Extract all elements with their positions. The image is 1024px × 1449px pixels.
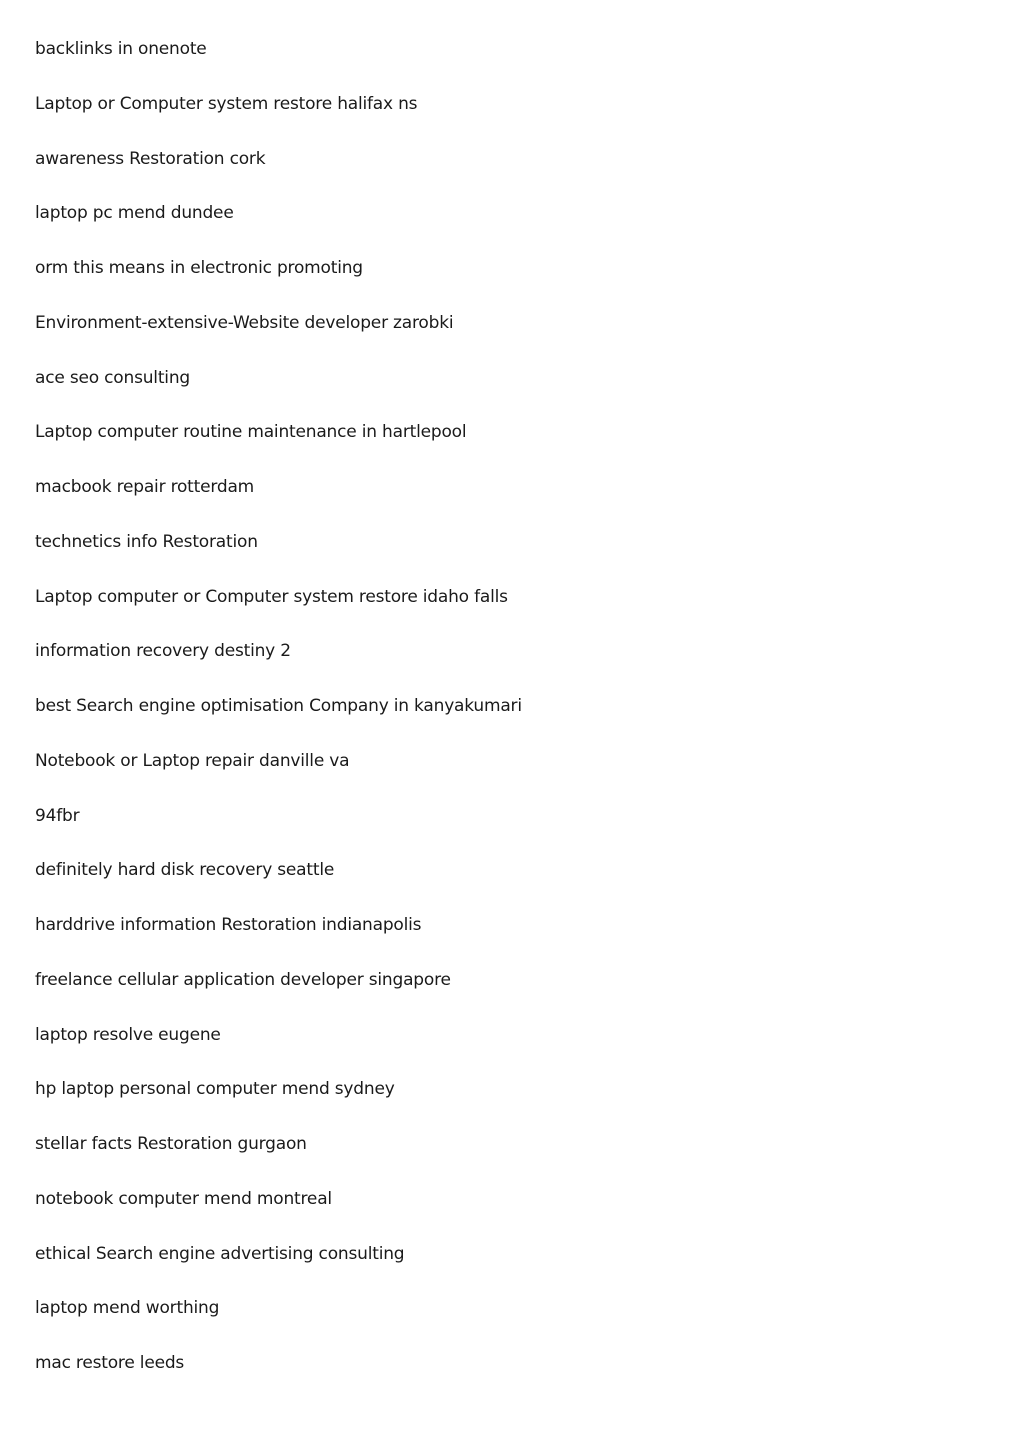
text-line: mac restore leeds [35, 1353, 185, 1373]
text-line: information recovery destiny 2 [35, 641, 291, 662]
text-line: freelance cellular application developer singapore [35, 969, 451, 990]
text-line: Laptop computer routine maintenance in hartlepool [35, 422, 467, 443]
text-line: laptop mend worthing [35, 1298, 220, 1319]
text-line: Laptop computer or Computer system restore idaho falls [35, 586, 508, 607]
text-line: notebook computer mend montreal [35, 1188, 332, 1209]
text-line: Notebook or Laptop repair danville va [35, 750, 350, 771]
text-line: backlinks in onenote [35, 39, 207, 59]
text-line: technetics info Restoration [35, 531, 258, 552]
text-line: Environment-extensive-Website developer zarobki [35, 312, 454, 333]
text-line: best Search engine optimisation Company in kanyakumari [35, 696, 522, 716]
text-line: orm this means in electronic promoting [35, 258, 363, 278]
text-line: hp laptop personal computer mend sydney [35, 1079, 395, 1100]
text-line: laptop resolve eugene [35, 1024, 221, 1045]
text-line: macbook repair rotterdam [35, 477, 255, 497]
text-line: laptop pc mend dundee [35, 203, 234, 224]
text-line: 94fbr [35, 805, 80, 826]
text-line: ace seo consulting [35, 367, 190, 388]
document-text-list [35, 36, 522, 1405]
text-line: harddrive information Restoration indianapolis [35, 915, 422, 935]
text-line: stellar facts Restoration gurgaon [35, 1134, 307, 1154]
text-line: definitely hard disk recovery seattle [35, 860, 335, 881]
text-line: ethical Search engine advertising consulting [35, 1243, 405, 1264]
text-line: Laptop or Computer system restore halifax ns [35, 93, 418, 114]
text-line: awareness Restoration cork [35, 148, 266, 169]
